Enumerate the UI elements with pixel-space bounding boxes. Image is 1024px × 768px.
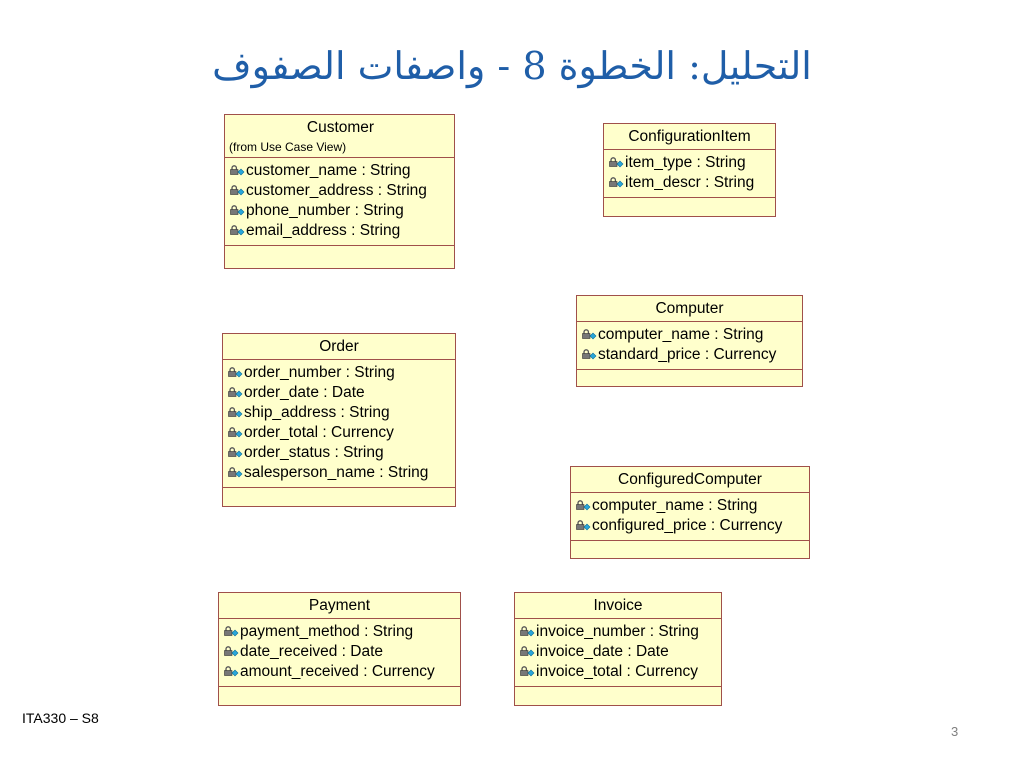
- class-header: [219, 593, 460, 619]
- attribute-row: [227, 383, 453, 403]
- attribute-text: order_total : Currency: [244, 424, 394, 441]
- attribute-list: [219, 619, 460, 687]
- private-attribute-lock-icon: [227, 366, 244, 380]
- attribute-row: [581, 345, 800, 365]
- class-header: [571, 467, 809, 493]
- slide-title: التحليل: الخطوة 8 - واصفات الصفوف: [212, 44, 812, 88]
- class-name: Order: [319, 338, 359, 355]
- attribute-row: [519, 662, 719, 682]
- attribute-text: item_descr : String: [625, 174, 755, 191]
- attribute-row: [575, 496, 807, 516]
- private-attribute-lock-icon: [229, 184, 246, 198]
- attribute-row: [519, 642, 719, 662]
- attribute-text: invoice_date : Date: [536, 643, 669, 660]
- attribute-row: [227, 443, 453, 463]
- attribute-text: order_status : String: [244, 444, 384, 461]
- private-attribute-lock-icon: [227, 386, 244, 400]
- private-attribute-lock-icon: [223, 625, 240, 639]
- class-name: Payment: [308, 597, 371, 614]
- operation-compartment: [571, 541, 809, 555]
- private-attribute-lock-icon: [229, 224, 246, 238]
- attribute-text: order_date : Date: [244, 384, 365, 401]
- operation-compartment: [577, 370, 802, 384]
- attribute-list: [604, 150, 775, 198]
- attribute-row: [581, 325, 800, 345]
- attribute-row: [229, 161, 452, 181]
- attribute-row: [227, 403, 453, 423]
- private-attribute-lock-icon: [227, 426, 244, 440]
- operation-compartment: [223, 488, 455, 502]
- class-header: [604, 124, 775, 150]
- class-name: Invoice: [593, 597, 643, 614]
- attribute-row: [229, 181, 452, 201]
- attribute-row: [575, 516, 807, 536]
- attribute-text: phone_number : String: [246, 202, 404, 219]
- class-header: [225, 115, 454, 158]
- attribute-text: payment_method : String: [240, 623, 414, 640]
- attribute-text: ship_address : String: [244, 404, 390, 421]
- attribute-row: [229, 221, 452, 241]
- attribute-list: [515, 619, 721, 687]
- class-computer[interactable]: [576, 295, 803, 387]
- class-customer[interactable]: [224, 114, 455, 269]
- private-attribute-lock-icon: [575, 519, 592, 533]
- operation-compartment: [219, 687, 460, 701]
- class-payment[interactable]: [218, 592, 461, 706]
- attribute-text: computer_name : String: [598, 326, 764, 343]
- private-attribute-lock-icon: [223, 665, 240, 679]
- class-name: ConfigurationItem: [628, 128, 751, 145]
- class-order[interactable]: [222, 333, 456, 507]
- attribute-row: [227, 463, 453, 483]
- attribute-row: [227, 363, 453, 383]
- class-configured-computer[interactable]: [570, 466, 810, 559]
- attribute-row: [519, 622, 719, 642]
- attribute-text: customer_address : String: [246, 182, 427, 199]
- attribute-text: salesperson_name : String: [244, 464, 429, 481]
- attribute-row: [223, 622, 458, 642]
- operation-compartment: [604, 198, 775, 212]
- private-attribute-lock-icon: [581, 348, 598, 362]
- class-header: [577, 296, 802, 322]
- attribute-row: [608, 153, 773, 173]
- attribute-text: email_address : String: [246, 222, 401, 239]
- attribute-list: [225, 158, 454, 246]
- attribute-row: [227, 423, 453, 443]
- private-attribute-lock-icon: [227, 406, 244, 420]
- private-attribute-lock-icon: [229, 164, 246, 178]
- private-attribute-lock-icon: [229, 204, 246, 218]
- operation-compartment: [515, 687, 721, 701]
- private-attribute-lock-icon: [519, 665, 536, 679]
- attribute-row: [608, 173, 773, 193]
- private-attribute-lock-icon: [227, 446, 244, 460]
- class-subtitle: (from Use Case View): [229, 140, 347, 154]
- attribute-text: item_type : String: [625, 154, 746, 171]
- class-name: Customer: [306, 119, 375, 136]
- private-attribute-lock-icon: [575, 499, 592, 513]
- private-attribute-lock-icon: [608, 176, 625, 190]
- private-attribute-lock-icon: [519, 645, 536, 659]
- attribute-row: [229, 201, 452, 221]
- attribute-text: customer_name : String: [246, 162, 411, 179]
- attribute-list: [577, 322, 802, 370]
- attribute-list: [571, 493, 809, 541]
- attribute-text: amount_received : Currency: [240, 663, 435, 680]
- private-attribute-lock-icon: [227, 466, 244, 480]
- class-header: [515, 593, 721, 619]
- private-attribute-lock-icon: [223, 645, 240, 659]
- private-attribute-lock-icon: [608, 156, 625, 170]
- attribute-row: [223, 642, 458, 662]
- attribute-row: [223, 662, 458, 682]
- attribute-text: invoice_total : Currency: [536, 663, 698, 680]
- private-attribute-lock-icon: [519, 625, 536, 639]
- class-invoice[interactable]: [514, 592, 722, 706]
- attribute-text: computer_name : String: [592, 497, 758, 514]
- class-name: Computer: [655, 300, 724, 317]
- class-name: ConfiguredComputer: [618, 471, 762, 488]
- class-configuration-item[interactable]: [603, 123, 776, 217]
- class-header: [223, 334, 455, 360]
- attribute-text: standard_price : Currency: [598, 346, 777, 363]
- operation-compartment: [225, 246, 454, 260]
- page-number: 3: [951, 724, 959, 739]
- attribute-list: [223, 360, 455, 488]
- private-attribute-lock-icon: [581, 328, 598, 342]
- attribute-text: date_received : Date: [240, 643, 384, 660]
- attribute-text: configured_price : Currency: [592, 517, 783, 534]
- attribute-text: order_number : String: [244, 364, 395, 381]
- attribute-text: invoice_number : String: [536, 623, 699, 640]
- slide-footer: ITA330 – S8: [22, 710, 99, 726]
